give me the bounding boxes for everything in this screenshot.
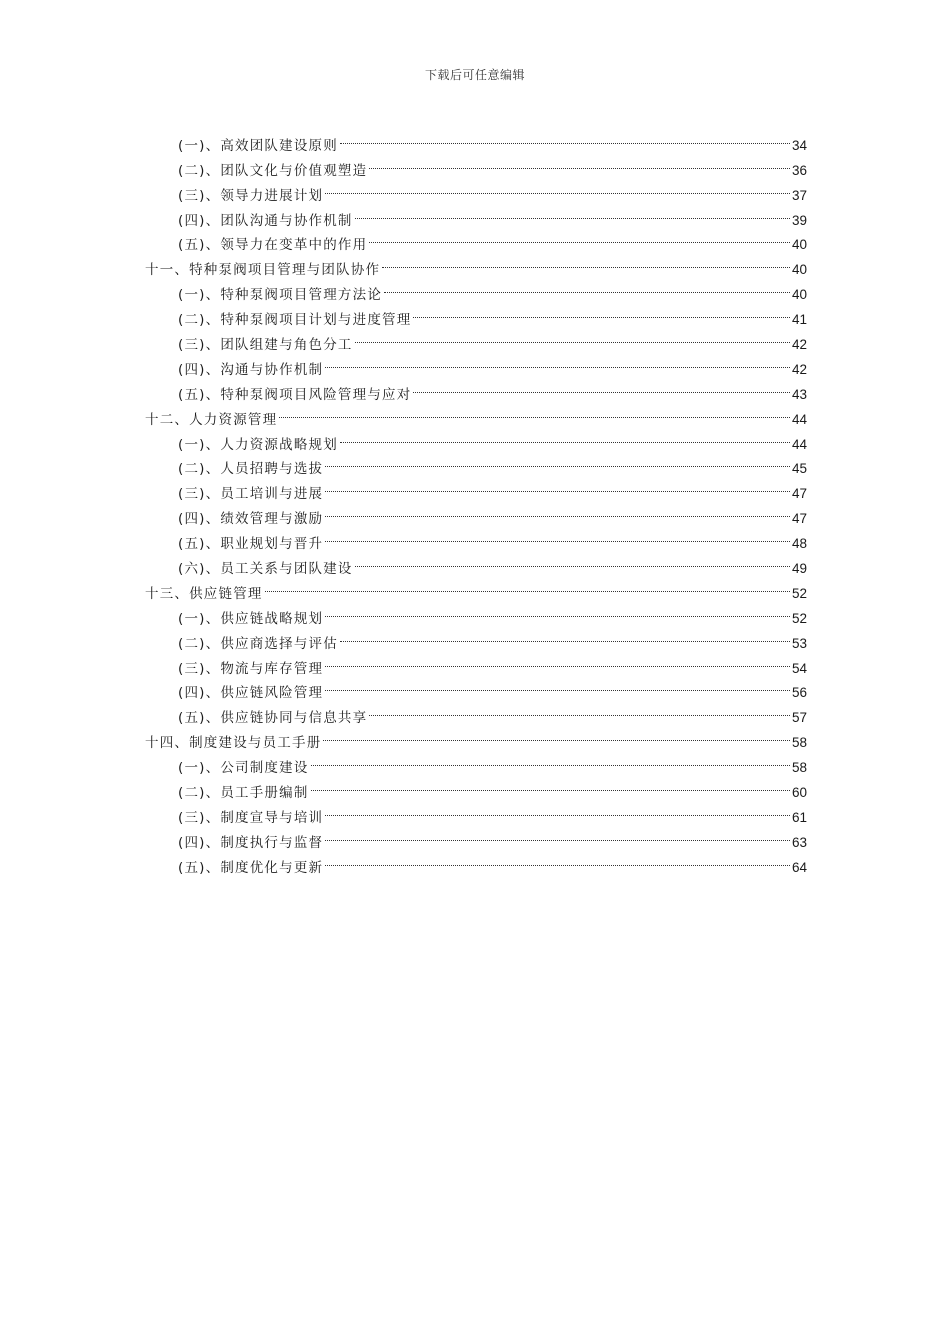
toc-page-number: 52 — [791, 610, 807, 626]
toc-dot-leader — [311, 772, 790, 797]
toc-dot-leader — [355, 548, 790, 573]
toc-entry-title: (五)、领导力在变革中的作用 — [178, 237, 368, 254]
toc-dot-leader — [340, 623, 790, 648]
toc-entry-title: (六)、员工关系与团队建设 — [178, 561, 353, 578]
toc-entry-title: (一)、供应链战略规划 — [178, 610, 324, 627]
toc-dot-leader — [340, 424, 790, 449]
toc-dot-leader — [279, 399, 790, 424]
toc-dot-leader — [413, 299, 790, 324]
toc-page-number: 42 — [791, 337, 807, 353]
toc-dot-leader — [325, 598, 790, 623]
toc-dot-leader — [355, 324, 790, 349]
toc-dot-leader — [325, 449, 790, 474]
toc-dot-leader — [325, 673, 790, 698]
toc-entry-title: (五)、特种泵阀项目风险管理与应对 — [178, 386, 412, 403]
toc-dot-leader — [382, 249, 790, 274]
toc-entry-title: (四)、团队沟通与协作机制 — [178, 212, 353, 229]
toc-entry-title: (五)、制度优化与更新 — [178, 859, 324, 876]
toc-dot-leader — [369, 697, 790, 722]
toc-page-number: 48 — [791, 536, 807, 552]
toc-entry-title: (五)、职业规划与晋升 — [178, 536, 324, 553]
toc-page-number: 42 — [791, 361, 807, 377]
toc-page-number: 64 — [791, 859, 807, 875]
toc-page-number: 40 — [791, 237, 807, 253]
toc-entry-title: (二)、团队文化与价值观塑造 — [178, 162, 368, 179]
toc-entry-title: (四)、供应链风险管理 — [178, 685, 324, 702]
toc-entry-title: (四)、制度执行与监督 — [178, 834, 324, 851]
toc-dot-leader — [265, 573, 790, 598]
toc-entry-title: 十二、人力资源管理 — [145, 411, 278, 428]
toc-dot-leader — [323, 722, 790, 747]
toc-entry-title: (四)、沟通与协作机制 — [178, 361, 324, 378]
toc-page-number: 36 — [791, 162, 807, 178]
toc-dot-leader — [325, 847, 790, 872]
toc-page-number: 60 — [791, 785, 807, 801]
toc-entry-title: (一)、公司制度建设 — [178, 760, 309, 777]
toc-page-number: 61 — [791, 809, 807, 825]
toc-dot-leader — [369, 225, 790, 250]
toc-dot-leader — [311, 747, 790, 772]
toc-dot-leader — [325, 822, 790, 847]
toc-dot-leader — [325, 175, 790, 200]
toc-entry-title: (三)、团队组建与角色分工 — [178, 337, 353, 354]
table-of-contents — [145, 125, 807, 876]
toc-dot-leader — [325, 797, 790, 822]
toc-page-number: 53 — [791, 635, 807, 651]
toc-dot-leader — [413, 374, 790, 399]
toc-page-number: 57 — [791, 710, 807, 726]
toc-entry-title: (二)、供应商选择与评估 — [178, 635, 338, 652]
toc-entry-title: (一)、高效团队建设原则 — [178, 137, 338, 154]
toc-entry-title: (三)、员工培训与进展 — [178, 486, 324, 503]
toc-page-number: 52 — [791, 585, 807, 601]
toc-page-number: 43 — [791, 386, 807, 402]
toc-page-number: 44 — [791, 411, 807, 427]
toc-dot-leader — [325, 349, 790, 374]
toc-dot-leader — [340, 125, 790, 150]
toc-section-entry[interactable] — [145, 125, 807, 154]
toc-entry-title: (三)、物流与库存管理 — [178, 660, 324, 677]
toc-page-number: 45 — [791, 461, 807, 477]
toc-entry-title: (一)、人力资源战略规划 — [178, 436, 338, 453]
toc-entry-title: (四)、绩效管理与激励 — [178, 511, 324, 528]
toc-page-number: 37 — [791, 187, 807, 203]
toc-dot-leader — [325, 648, 790, 673]
toc-entry-title: 十三、供应链管理 — [145, 585, 263, 602]
toc-page-number: 54 — [791, 660, 807, 676]
toc-page-number: 47 — [791, 511, 807, 527]
toc-page-number: 58 — [791, 735, 807, 751]
toc-entry-title: (二)、员工手册编制 — [178, 785, 309, 802]
toc-entry-title: (三)、制度宣导与培训 — [178, 809, 324, 826]
toc-dot-leader — [325, 498, 790, 523]
toc-entry-title: (一)、特种泵阀项目管理方法论 — [178, 287, 383, 304]
page-header: 下载后可任意编辑 — [424, 68, 525, 82]
toc-dot-leader — [355, 200, 790, 225]
toc-dot-leader — [384, 274, 790, 299]
toc-dot-leader — [325, 523, 790, 548]
toc-page-number: 44 — [791, 436, 807, 452]
toc-entry-title: 十一、特种泵阀项目管理与团队协作 — [145, 262, 381, 279]
toc-entry-title: (五)、供应链协同与信息共享 — [178, 710, 368, 727]
toc-page-number: 47 — [791, 486, 807, 502]
toc-page-number: 40 — [791, 287, 807, 303]
toc-dot-leader — [325, 473, 790, 498]
toc-entry-title: (二)、特种泵阀项目计划与进度管理 — [178, 312, 412, 329]
toc-page-number: 63 — [791, 834, 807, 850]
toc-entry-title: 十四、制度建设与员工手册 — [145, 735, 322, 752]
toc-page-number: 39 — [791, 212, 807, 228]
toc-page-number: 56 — [791, 685, 807, 701]
toc-page-number: 49 — [791, 561, 807, 577]
toc-page-number: 58 — [791, 760, 807, 776]
toc-dot-leader — [369, 150, 790, 175]
toc-entry-title: (二)、人员招聘与选拔 — [178, 461, 324, 478]
toc-page-number: 41 — [791, 312, 807, 328]
toc-page-number: 34 — [791, 137, 807, 153]
toc-page-number: 40 — [791, 262, 807, 278]
toc-entry-title: (三)、领导力进展计划 — [178, 187, 324, 204]
